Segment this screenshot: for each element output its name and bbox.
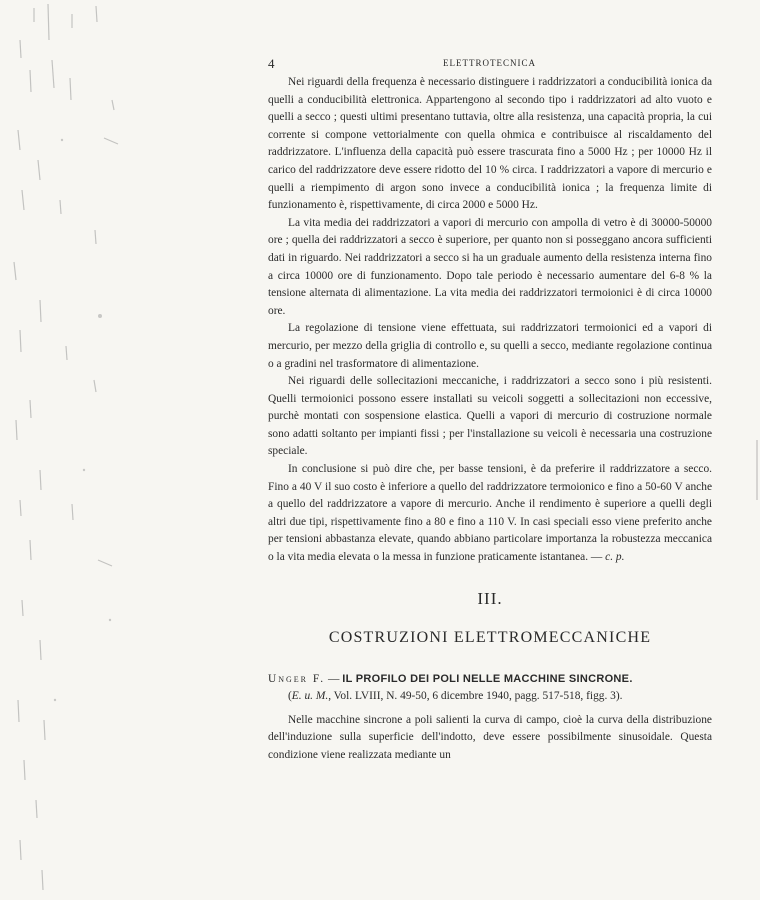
article-separator: —	[325, 672, 343, 685]
scan-edge-marks	[0, 0, 150, 900]
article-author: Unger F.	[268, 672, 326, 685]
page-number: 4	[268, 56, 275, 71]
article-source	[268, 688, 712, 706]
right-edge-mark	[754, 440, 760, 500]
section-title: COSTRUZIONI ELETTROMECCANICHE	[328, 628, 652, 646]
page-content	[268, 52, 712, 765]
article-source-details: , Vol. LVIII, N. 49-50, 6 dicembre 1940, pagg. 517-518, figg. 3).	[328, 690, 623, 703]
author-signature: c. p.	[605, 551, 625, 564]
paragraph-frequency: Nei riguardi della frequenza è necessario distinguere i raddrizzatori a conducibilità ionica da quelli a conducibilità elettronica. Appartengono al secondo tipo i raddrizzatori ad alto vuoto e quelli a secco ; questi ultimi presentano tuttavia, oltre alla resistenza, una capacità propria, la cui corrente si compone vettorialmente con quella ohmica e contribuisce al riscaldamento del raddrizzatore. L'influenza della capacità può essere trascurata fino a 5000 Hz ; per 10000 Hz il carico del raddrizzatore deve essere ridotto del 10 % circa. I raddrizzatori a vapore di mercurio e quelli a riempimento di argon sono invece a conducibilità ionica ; la frequenza limite di funzionamento è, rispettivamente, di circa 2000 e 5000 Hz.	[268, 76, 712, 212]
section-number: III.	[477, 588, 503, 608]
article-journal: E. u. M.	[291, 690, 329, 703]
paragraph-conclusion-text: In conclusione si può dire che, per basse tensioni, è da preferire il raddrizzatore a secco. Fino a 40 V il suo costo è inferiore a quello del raddrizzatore termoionico e fino a 50-60 V anche a quello del raddrizzatore a vapore di mercurio. Anche il rendimento è superiore a quelli degli altri due tipi, rispettivamente fino a 80 e fino a 110 V. In casi speciali esso viene preferito anche per tensioni abbastanza elevate, quando abbiano particolare importanza la robustezza meccanica o la vita media elevata o la messa in funzione praticamente istantanea. —	[268, 463, 712, 564]
article-title: IL PROFILO DEI POLI NELLE MACCHINE SINCRONE.	[342, 672, 633, 685]
paragraph-mechanical-stress	[268, 373, 712, 461]
article-source-open: (	[288, 690, 292, 703]
article-body: Nelle macchine sincrone a poli salienti la curva di campo, cioè la curva della distribuzione dell'induzione sulla superficie dell'indotto, deve essere possibilmente sinusoidale. Questa condizione viene realizzata mediante un	[268, 713, 712, 761]
paragraph-mechanical-stress-text: Nei riguardi delle sollecitazioni meccaniche, i raddrizzatori a secco sono i più resistenti. Quelli termoionici possono essere installati su veicoli soggetti a sollecitazioni non eccessive, purchè montati con sospensione elastica. Quelli a vapori di mercurio di costruzione normale sono adatti soltanto per impianti fissi ; per l'installazione su veicoli è necessaria una costruzione speciale.	[268, 375, 712, 458]
paragraph-lifetime: La vita media dei raddrizzatori a vapori di mercurio con ampolla di vetro è di 30000-50000 ore ; quella dei raddrizzatori a secco è superiore, per quanto non si posseggano ancora sufficienti dati in riguardo. Nei raddrizzatori a secco si ha un graduale aumento della resistenza interna fino a circa 10000 ore di funzionamento. Dopo tale periodo è necessario aumentare del 6-8 % la tensione alternata di alimentazione. La vita media dei raddrizzatori termoionici è di circa 10000 ore.	[268, 216, 712, 317]
running-head: ELETTROTECNICA	[443, 58, 536, 68]
page-header	[268, 52, 712, 74]
paragraph-voltage-regulation: La regolazione di tensione viene effettuata, sui raddrizzatori termoionici ed a vapori di mercurio, per mezzo della griglia di controllo e, su quelli a secco, mediante regolazione continua o a gradini nel trasformatore di alimentazione.	[268, 322, 712, 370]
article-heading	[268, 671, 712, 706]
paragraph-conclusion	[268, 461, 712, 567]
